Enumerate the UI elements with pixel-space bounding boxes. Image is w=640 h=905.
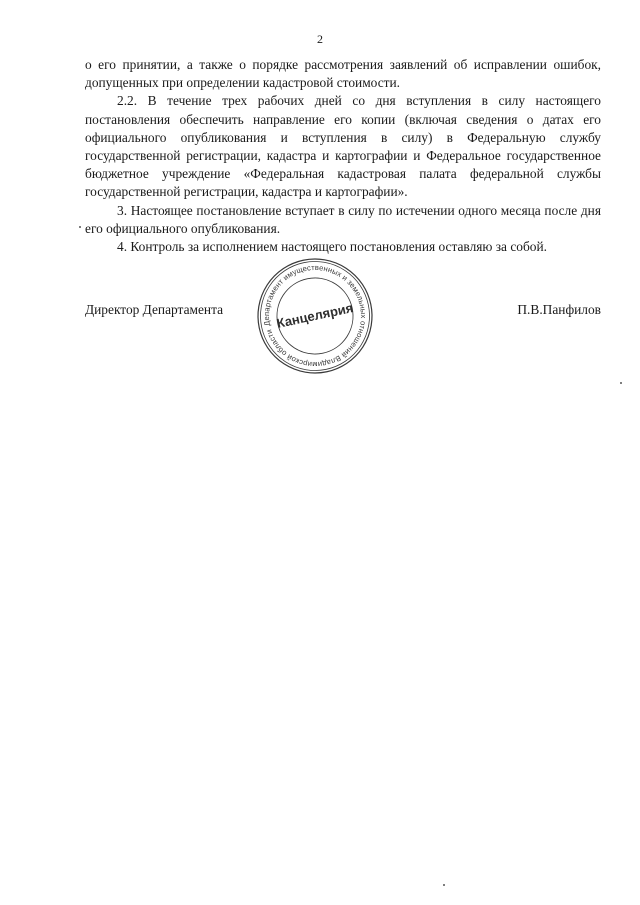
paragraph-4: 4. Контроль за исполнением настоящего постановления оставляю за собой. bbox=[117, 239, 548, 255]
paragraph-continuation: о его принятии, а также о порядке рассмотрения заявлений об исправлении ошибок, допущенных при определении кадастровой стоимости. bbox=[85, 57, 601, 91]
signatory-name: П.В.Панфилов bbox=[517, 302, 601, 317]
scan-speck bbox=[79, 226, 81, 228]
scan-speck bbox=[443, 884, 445, 886]
stamp-center-text: Канцелярия bbox=[275, 300, 355, 331]
document-body bbox=[85, 56, 601, 256]
signatory-position: Директор Департамента bbox=[85, 302, 224, 317]
scan-speck bbox=[620, 382, 622, 384]
page-number: 2 bbox=[317, 32, 323, 46]
paragraph-3: 3. Настоящее постановление вступает в силу по истечении одного месяца после дня его официального опубликования. bbox=[85, 202, 601, 236]
office-stamp-icon bbox=[255, 256, 375, 376]
paragraph-2-2: 2.2. В течение трех рабочих дней со дня вступления в силу настоящего постановления обеспечить направление его копии (включая сведения о датах его официального опубликования и вступления в силу) в Федеральную службу государственной регистрации, кадастра и картографии и Федеральное государственное бюджетное учреждение «Федеральная кадастровая палата федеральной службы государственной регистрации, кадастра и картографии». bbox=[85, 93, 601, 200]
stamp-ring-text: Департамент имущественных и земельных отношений Владимирской области bbox=[261, 262, 369, 370]
